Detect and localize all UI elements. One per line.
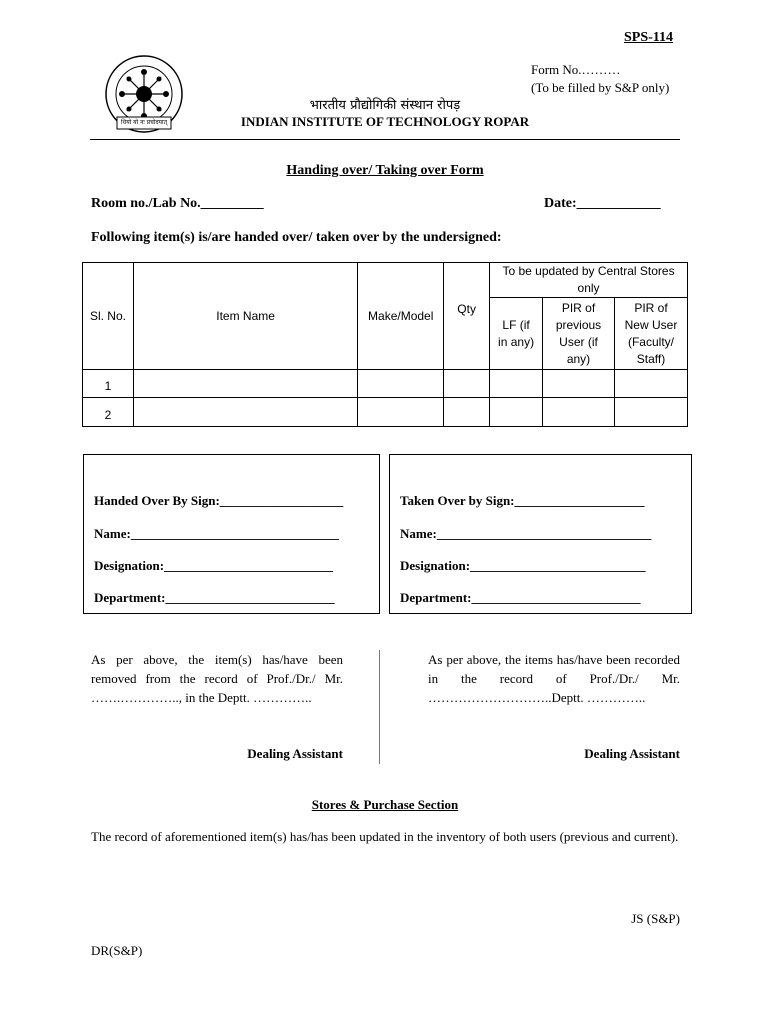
header-lf: LF (if in any) [490,298,543,370]
row-2-sl: 2 [83,398,134,427]
js-sp-signature: JS (S&P) [631,911,680,926]
dealing-assistant-left: Dealing Assistant [247,746,343,761]
form-no-note: (To be filled by S&P only) [531,80,670,95]
room-lab-field[interactable]: Room no./Lab No._________ [91,196,264,211]
dealing-assistant-right: Dealing Assistant [584,746,680,761]
header-pir-previous: PIR of previous User (if any) [543,298,615,370]
row-2-pir-new[interactable] [614,398,687,427]
row-1-sl: 1 [83,370,134,398]
items-table [82,262,688,427]
date-field[interactable]: Date:____________ [544,196,661,211]
institute-hindi: भारतीय प्रौद्योगिकी संस्थान रोपड़ [309,98,461,113]
header-make-model: Make/Model [358,263,444,370]
institute-english: INDIAN INSTITUTE OF TECHNOLOGY ROPAR [240,114,530,129]
taken-over-name-field[interactable]: Name:_________________________________ [400,526,652,541]
header-divider [90,139,680,140]
handed-over-department-field[interactable]: Department:__________________________ [94,590,335,605]
row-1-make-model[interactable] [358,370,444,398]
dr-sp-signature: DR(S&P) [91,943,143,958]
row-1-item-name[interactable] [133,370,357,398]
row-2-pir-previous[interactable] [543,398,615,427]
stores-text: The record of aforementioned item(s) has/has been updated in the inventory of both users (previous and current). [91,829,679,844]
row-1-pir-previous[interactable] [543,370,615,398]
header-central-stores: To be updated by Central Stores only [490,263,688,298]
header-qty: Qty [444,263,490,370]
form-no: Form No.……… [531,62,621,77]
row-2-lf[interactable] [490,398,543,427]
row-1-qty[interactable] [444,370,490,398]
note-divider [379,650,380,764]
row-2-qty[interactable] [444,398,490,427]
taken-over-sign-field[interactable]: Taken Over by Sign:____________________ [400,493,645,508]
handed-over-sign-field[interactable]: Handed Over By Sign:___________________ [94,493,344,508]
handed-over-name-field[interactable]: Name:________________________________ [94,526,339,541]
header-pir-new: PIR of New User (Faculty/ Staff) [614,298,687,370]
instruction-text: Following item(s) is/are handed over/ taken over by the undersigned: [91,230,502,245]
row-2-make-model[interactable] [358,398,444,427]
stores-heading: Stores & Purchase Section [311,797,459,812]
row-2-item-name[interactable] [133,398,357,427]
taken-over-department-field[interactable]: Department:__________________________ [400,590,641,605]
removal-note: As per above, the item(s) has/have been removed from the record of Prof./Dr./ Mr. …….………….., in the Deptt. ………….. [91,652,343,705]
header-item-name: Item Name [133,263,357,370]
form-title: Handing over/ Taking over Form [286,163,484,178]
handed-over-designation-field[interactable]: Designation:__________________________ [94,558,334,573]
header-sl-no: Sl. No. [83,263,134,370]
row-1-lf[interactable] [490,370,543,398]
taken-over-designation-field[interactable]: Designation:___________________________ [400,558,646,573]
row-1-pir-new[interactable] [614,370,687,398]
form-code: SPS-114 [624,30,674,45]
logo-motto: धियो यो नः प्रचोदयात् [121,119,167,126]
record-note: As per above, the items has/have been recorded in the record of Prof./Dr./ Mr. ………………………..Deptt. ………….. [428,652,680,705]
